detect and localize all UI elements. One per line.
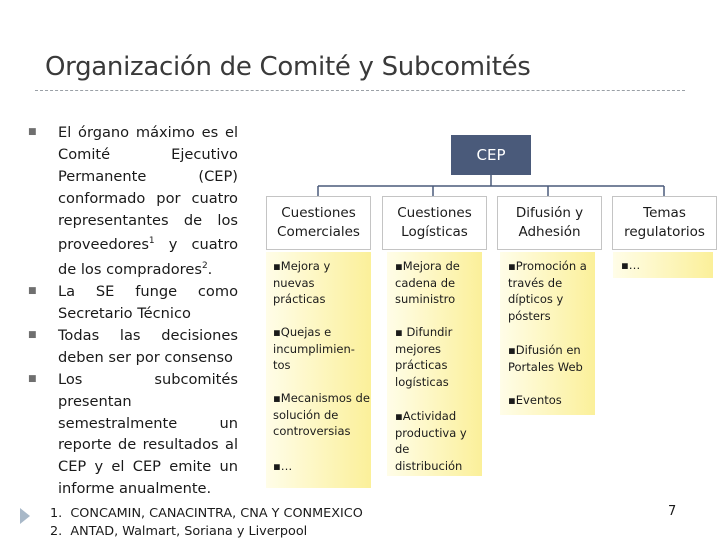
slide-title: Organización de Comité y Subcomités	[45, 52, 531, 82]
bullet-text: Todas las decisiones deben ser por consenso	[58, 326, 238, 366]
org-root-box: CEP	[451, 135, 531, 175]
org-item: ▪Promoción a través de dípticos y pósters	[508, 259, 587, 323]
org-column-regulatorios	[613, 252, 713, 278]
footnote-number: 2.	[50, 523, 63, 539]
footnote-text: ANTAD, Walmart, Soriana y Liverpool	[70, 523, 308, 539]
org-item: ▪Quejas e incumplimien-tos	[273, 325, 355, 372]
square-bullet-icon: ■	[28, 373, 37, 384]
bullet-text: Los subcomités presentan semestralmente un reporte de resultados al CEP y el CEP emite un informe anualmente.	[58, 370, 238, 498]
footnote	[50, 523, 363, 540]
org-item: ▪Mejora de cadena de suministro	[395, 259, 460, 306]
footnote-number: 1.	[50, 506, 63, 521]
org-column-comerciales	[266, 252, 371, 488]
org-item: ▪Actividad productiva y de distribución	[395, 409, 467, 473]
org-item: ▪Mecanismos de solución de controversias	[273, 391, 370, 438]
org-column-logisticas	[387, 252, 482, 476]
square-bullet-icon: ■	[28, 329, 37, 340]
org-header-difusion: Difusión y Adhesión	[497, 196, 602, 250]
bullet-text: La SE funge como Secretario Técnico	[58, 283, 238, 322]
org-item: ▪Eventos	[508, 393, 562, 407]
org-item: ▪ Difundir mejores prácticas logísticas	[395, 325, 453, 389]
org-item: ▪Mejora y nuevas prácticas	[273, 259, 331, 306]
footnote	[50, 505, 363, 523]
org-header-comerciales: Cuestiones Comerciales	[266, 196, 371, 250]
org-header-regulatorios: Temas regulatorios	[612, 196, 717, 250]
bullet-text: El órgano máximo es el Comité Ejecutivo Permanente (CEP) conformado por cuatro representantes de los proveedores$^1$ y cuatro de los compradores$^2$.	[58, 124, 238, 279]
footnote-text: CONCAMIN, CANACINTRA, CNA Y CONMEXICO	[70, 506, 363, 521]
footnotes	[50, 505, 363, 540]
page-number: 7	[668, 504, 677, 519]
org-item: ▪Difusión en Portales Web	[508, 343, 583, 374]
org-item: ▪…	[273, 459, 293, 473]
square-bullet-icon: ■	[28, 286, 37, 297]
square-bullet-icon: ■	[28, 127, 37, 137]
play-arrow-icon	[20, 508, 30, 524]
org-item: ▪…	[621, 258, 641, 272]
org-column-difusion	[500, 252, 595, 415]
org-header-logisticas: Cuestiones Logísticas	[382, 196, 487, 250]
